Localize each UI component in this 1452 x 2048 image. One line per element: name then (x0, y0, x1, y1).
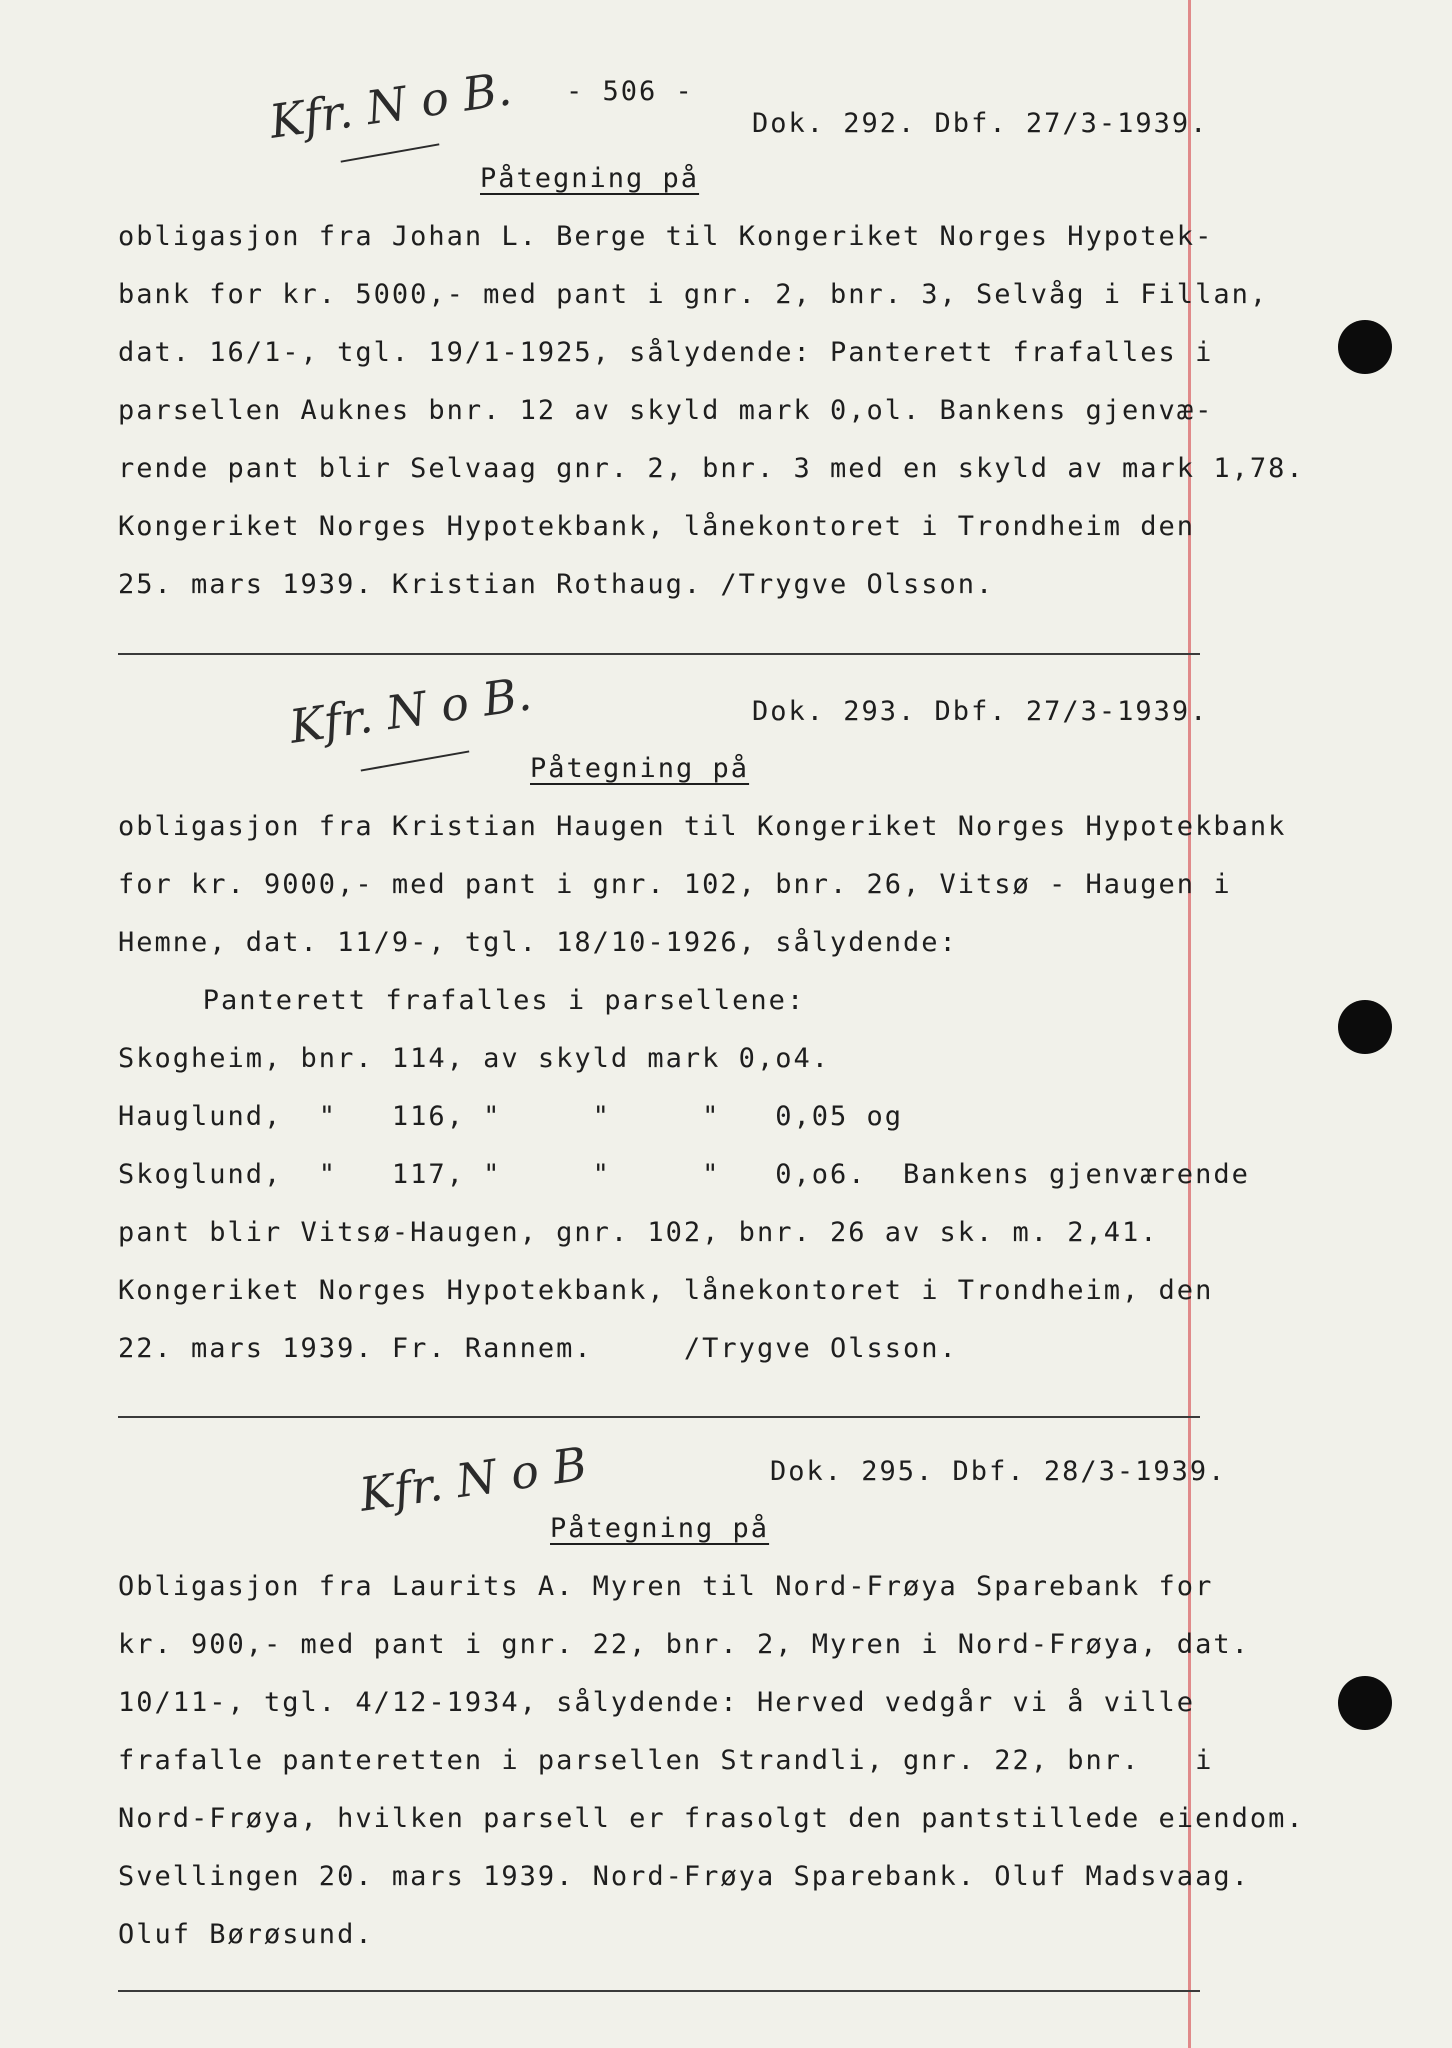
text-line: obligasjon fra Johan L. Berge til Kongeriket Norges Hypotek- (118, 221, 1214, 252)
text-line: Svellingen 20. mars 1939. Nord-Frøya Sparebank. Oluf Madsvaag. (118, 1861, 1250, 1892)
entry-heading: Påtegning på (530, 753, 750, 784)
entry-heading: Påtegning på (550, 1513, 770, 1544)
section-divider (118, 1416, 1200, 1418)
text-line: Hauglund, " 116, " " " 0,05 og (118, 1101, 903, 1132)
text-line: Hemne, dat. 11/9-, tgl. 18/10-1926, sålydende: (118, 927, 958, 958)
handwritten-reference: Kfr. N o B. (286, 666, 535, 754)
handwritten-reference: Kfr. N o B (356, 1436, 591, 1522)
text-line: 22. mars 1939. Fr. Rannem. /Trygve Olsson. (118, 1333, 958, 1364)
text-line: obligasjon fra Kristian Haugen til Kongeriket Norges Hypotekbank (118, 811, 1287, 842)
handwritten-reference: Kfr. N o B. (266, 61, 515, 149)
text-line: Obligasjon fra Laurits A. Myren til Nord-Frøya Sparebank for (118, 1571, 1214, 1602)
text-line: Kongeriket Norges Hypotekbank, lånekontoret i Trondheim den (118, 511, 1196, 542)
handwritten-underline (361, 750, 470, 771)
text-line: dat. 16/1-, tgl. 19/1-1925, sålydende: Panterett frafalles i (118, 337, 1214, 368)
text-line: pant blir Vitsø-Haugen, gnr. 102, bnr. 26 av sk. m. 2,41. (118, 1217, 1159, 1248)
text-line: frafalle panteretten i parsellen Strandli, gnr. 22, bnr. i (118, 1745, 1214, 1776)
text-line: parsellen Auknes bnr. 12 av skyld mark 0,ol. Bankens gjenvæ- (118, 395, 1214, 426)
punch-hole-icon (1338, 1000, 1392, 1054)
section-divider (118, 1990, 1200, 1992)
page-number: - 506 - (566, 76, 694, 107)
document-header: Dok. 292. Dbf. 27/3-1939. (752, 108, 1209, 139)
section-divider (118, 653, 1200, 655)
text-line: 10/11-, tgl. 4/12-1934, sålydende: Herved vedgår vi å ville (118, 1687, 1196, 1718)
handwritten-underline (341, 143, 440, 162)
text-line: Panterett frafalles i parsellene: (148, 985, 806, 1016)
text-line: Skogheim, bnr. 114, av skyld mark 0,o4. (118, 1043, 830, 1074)
punch-hole-icon (1338, 1676, 1392, 1730)
text-line: Skoglund, " 117, " " " 0,o6. Bankens gjenværende (118, 1159, 1250, 1190)
document-header: Dok. 293. Dbf. 27/3-1939. (752, 696, 1209, 727)
text-line: Oluf Børøsund. (118, 1919, 374, 1950)
text-line: rende pant blir Selvaag gnr. 2, bnr. 3 med en skyld av mark 1,78. (118, 453, 1305, 484)
text-line: for kr. 9000,- med pant i gnr. 102, bnr. 26, Vitsø - Haugen i (118, 869, 1232, 900)
text-line: bank for kr. 5000,- med pant i gnr. 2, bnr. 3, Selvåg i Fillan, (118, 279, 1269, 310)
text-line: kr. 900,- med pant i gnr. 22, bnr. 2, Myren i Nord-Frøya, dat. (118, 1629, 1250, 1660)
text-line: Nord-Frøya, hvilken parsell er frasolgt den pantstillede eiendom. (118, 1803, 1305, 1834)
text-line: Kongeriket Norges Hypotekbank, lånekontoret i Trondheim, den (118, 1275, 1214, 1306)
document-header: Dok. 295. Dbf. 28/3-1939. (770, 1456, 1227, 1487)
entry-heading: Påtegning på (480, 163, 700, 194)
text-line: 25. mars 1939. Kristian Rothaug. /Trygve Olsson. (118, 569, 995, 600)
punch-hole-icon (1338, 320, 1392, 374)
